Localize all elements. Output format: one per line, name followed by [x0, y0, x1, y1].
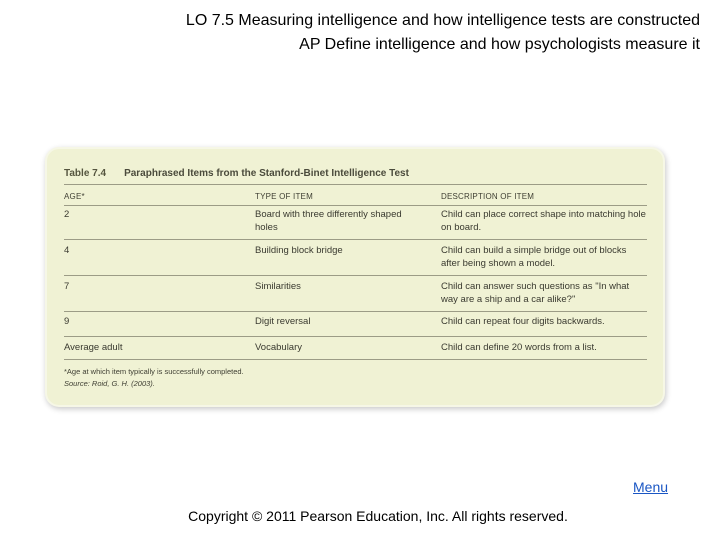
table-bottom-rule	[64, 359, 647, 360]
row-age: Average adult	[64, 342, 123, 353]
header-rule	[64, 205, 647, 206]
table-caption	[64, 168, 409, 179]
header-description: DESCRIPTION OF ITEM	[441, 192, 535, 201]
row-rule	[64, 336, 647, 337]
copyright-notice: Copyright © 2011 Pearson Education, Inc. All rights reserved.	[188, 508, 568, 524]
row-age: 4	[64, 245, 70, 256]
row-description: Child can repeat four digits backwards.	[441, 316, 605, 327]
row-rule	[64, 275, 647, 276]
header-type-of-item: TYPE OF ITEM	[255, 192, 313, 201]
header-age: AGE*	[64, 192, 85, 201]
slide-title-line-2: AP Define intelligence and how psychologists measure it	[299, 36, 700, 53]
table-top-rule	[64, 184, 647, 185]
table-figure	[47, 149, 663, 405]
slide-title-line-1: LO 7.5 Measuring intelligence and how intelligence tests are constructed	[185, 12, 700, 29]
table-source: Source: Roid, G. H. (2003).	[64, 379, 155, 388]
row-description: Child can place correct shape into matching hole on board.	[441, 209, 646, 233]
menu-link[interactable]: Menu	[633, 479, 669, 495]
row-age: 2	[64, 209, 70, 220]
row-rule	[64, 239, 647, 240]
row-type: Vocabulary	[255, 342, 303, 353]
row-rule	[64, 311, 647, 312]
row-type: Digit reversal	[255, 316, 311, 327]
row-age: 9	[64, 316, 70, 327]
row-type: Board with three differently shaped holes	[255, 209, 402, 233]
row-age: 7	[64, 281, 70, 292]
row-type: Building block bridge	[255, 245, 343, 256]
table-footnote: *Age at which item typically is successfully completed.	[64, 367, 244, 376]
row-description: Child can define 20 words from a list.	[441, 342, 597, 353]
row-description: Child can answer such questions as "In what way are a ship and a car alike?"	[441, 281, 630, 305]
table-title: Paraphrased Items from the Stanford-Binet Intelligence Test	[124, 168, 409, 179]
table-number: Table 7.4	[64, 168, 107, 179]
row-type: Similarities	[255, 281, 301, 292]
row-description: Child can build a simple bridge out of blocks after being shown a model.	[441, 245, 627, 269]
